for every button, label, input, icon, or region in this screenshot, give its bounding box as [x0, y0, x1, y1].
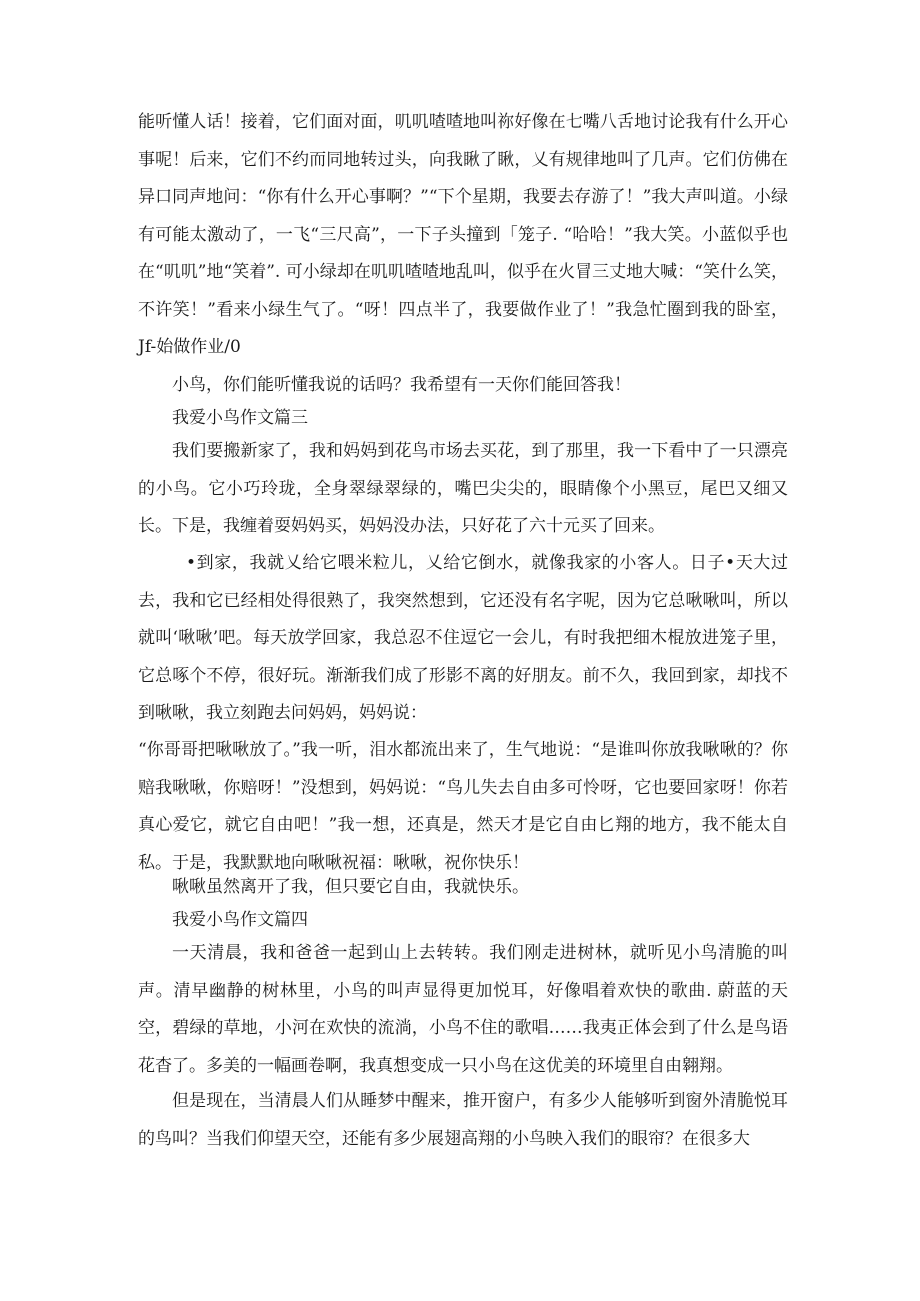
paragraph-wish: 小鸟，你们能听懂我说的话吗？我希望有一天你们能回答我！: [172, 375, 631, 395]
paragraph-jiujiu: •到家，我就乂给它喂米粒儿，乂给它倒水，就像我家的小客人。日子•天大过去，我和它已经相处得很熟了，我突然想到，它还没有名字呢，因为它总啾啾叫，所以就叫‘啾啾’吧。每天放学回家，我总忍不住逗它一会儿，有时我把细木棍放进笼子里，它总啄个不停，很好玩。渐渐我们成了形影不离的好朋友。前不久，我回到家，却找不到啾啾，我立刻跑去问妈妈，妈妈说：: [138, 553, 788, 723]
paragraph-new-home: 我们要搬新家了，我和妈妈到花鸟市场去买花，到了那里，我一下看中了一只漂亮的小鸟。它小巧玲珑，全身翠绿翠绿的，嘴巴尖尖的，眼睛像个小黑豆，尾巴又细又长。下是，我缠着耍妈妈买，妈妈没办法，只好花了六十元买了回来。: [138, 441, 788, 536]
paragraph-but-now: 但是现在，当清晨人们从睡梦中醒来，推开窗户，有多少人能够听到窗外清脆悦耳的鸟叫？当我们仰望天空，还能有多少展翅高翔的小鸟映入我们的眼帘？在很多大: [138, 1091, 788, 1149]
paragraph-released: “你哥哥把啾啾放了。”我一听，泪水都流出来了，生气地说：“是谁叫你放我啾啾的？你赔我啾啾，你赔呀！”没想到，妈妈说：“鸟儿失去自由多可怜呀，它也要回家呀！你若真心爱它，就它自由吧！”我一想，还真是，然天才是它自由匕翔的地方，我不能太自私。于是，我默默地向啾啾祝福：啾啾，祝你快乐！: [138, 740, 788, 873]
paragraph-birds-chatter: 能听懂人话！接着，它们面对面，叽叽喳喳地叫祢好像在七嘴八舌地讨论我有什么开心事呢！后来，它们不约而同地转过头，向我瞅了瞅，乂有规律地叫了几声。它们仿佛在异口同声地问：“你有什么开心事啊？”“下个星期，我要去存游了！”我大声叫道。小绿有可能太激动了，一飞“三尺高”，一下子头撞到「笼子. “哈哈！”我大笑。小蓝似乎也在“叽叽”地“笑着”. 可小绿却在叽叽喳喳地乱叫，似乎在火冒三丈地大喊：“笑什么笑，不许笑！”看来小绿生气了。“呀！四点半了，我要做作业了！”我急忙圈到我的卧室，Jf-始做作业/0: [138, 112, 788, 357]
heading-essay-three: 我爱小鸟作文篇三: [172, 408, 308, 428]
heading-essay-four: 我爱小鸟作文篇四: [172, 910, 308, 930]
paragraph-morning-walk: 一天清晨，我和爸爸一起到山上去转转。我们刚走进树林，就听见小鸟清脆的叫声。清早幽静的树林里，小鸟的叫声显得更加悦耳，好像唱着欢快的歌曲. 蔚蓝的天空，碧绿的草地，小河在欢快的流淌，小鸟不住的歌唱……我夷正体会到了什么是鸟语花杳了。多美的一幅画卷啊，我真想变成一只小鸟在这优美的环境里自由翱翔。: [138, 943, 788, 1076]
paragraph-happy: 啾啾虽然离开了我，但只要它自由，我就快乐。: [172, 877, 529, 897]
